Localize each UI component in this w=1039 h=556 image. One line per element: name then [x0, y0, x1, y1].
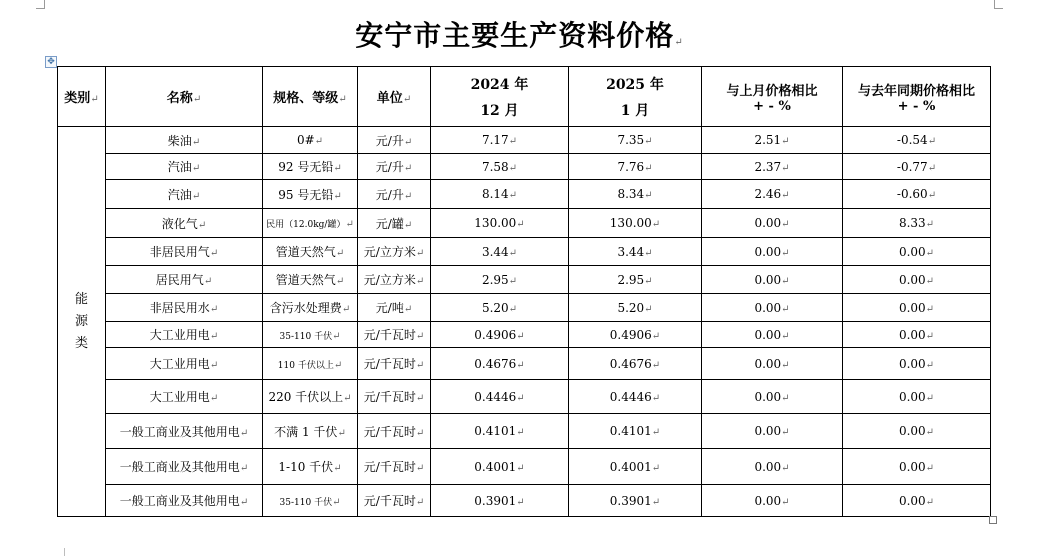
yoy-change: 0.00↵ [843, 485, 991, 517]
mom-change: 0.00↵ [702, 414, 843, 449]
unit-cell: 元/千瓦时↵ [358, 348, 431, 380]
yoy-change: 8.33↵ [843, 209, 991, 238]
prev-price: 0.4001↵ [431, 449, 569, 485]
table-row [58, 154, 991, 180]
name-cell: 非居民用气↵ [106, 238, 263, 266]
unit-cell: 元/千瓦时↵ [358, 414, 431, 449]
cur-price: 0.4906↵ [569, 322, 702, 348]
yoy-change: 0.00↵ [843, 294, 991, 322]
table-row [58, 266, 991, 294]
header-cur-period [569, 67, 702, 127]
unit-cell: 元/升↵ [358, 154, 431, 180]
table-row [58, 449, 991, 485]
name-cell: 一般工商业及其他用电↵ [106, 414, 263, 449]
prev-price: 7.17↵ [431, 127, 569, 154]
spec-cell: 220 千伏以上↵ [263, 380, 358, 414]
header-name: 名称↵ [106, 67, 263, 127]
cur-price: 130.00↵ [569, 209, 702, 238]
cur-price: 0.3901↵ [569, 485, 702, 517]
yoy-change: 0.00↵ [843, 322, 991, 348]
spec-cell: 92 号无铅↵ [263, 154, 358, 180]
mom-change: 0.00↵ [702, 485, 843, 517]
prev-price: 8.14↵ [431, 180, 569, 209]
name-cell: 汽油↵ [106, 154, 263, 180]
spec-cell: 含污水处理费↵ [263, 294, 358, 322]
page-corner-marker [36, 0, 45, 9]
spec-cell: 不满 1 千伏↵ [263, 414, 358, 449]
unit-cell: 元/升↵ [358, 127, 431, 154]
category-cell [58, 127, 106, 517]
unit-cell: 元/罐↵ [358, 209, 431, 238]
unit-cell: 元/千瓦时↵ [358, 485, 431, 517]
header-mom: 与上月价格相比 + - % [702, 67, 843, 127]
header-prev-period [431, 67, 569, 127]
prev-price: 7.58↵ [431, 154, 569, 180]
unit-cell: 元/千瓦时↵ [358, 449, 431, 485]
header-category: 类别↵ [58, 67, 106, 127]
category-char: 类 [74, 335, 88, 351]
spec-cell: 95 号无铅↵ [263, 180, 358, 209]
prev-price: 130.00↵ [431, 209, 569, 238]
cur-price: 8.34↵ [569, 180, 702, 209]
name-cell: 非居民用水↵ [106, 294, 263, 322]
name-cell: 液化气↵ [106, 209, 263, 238]
mom-change: 0.00↵ [702, 266, 843, 294]
table-row [58, 485, 991, 517]
spec-cell: 110 千伏以上↵ [263, 348, 358, 380]
mom-change: 0.00↵ [702, 348, 843, 380]
spec-cell: 35-110 千伏↵ [263, 322, 358, 348]
cur-price: 7.76↵ [569, 154, 702, 180]
yoy-change: -0.77↵ [843, 154, 991, 180]
table-row [58, 322, 991, 348]
header-unit: 单位↵ [358, 67, 431, 127]
paragraph-mark-icon: ↵ [674, 37, 684, 48]
header-cur-year: 2025 年 [606, 76, 664, 93]
page-corner-marker [56, 548, 65, 556]
yoy-change: 0.00↵ [843, 238, 991, 266]
price-table [57, 66, 991, 517]
yoy-change: 0.00↵ [843, 449, 991, 485]
unit-cell: 元/吨↵ [358, 294, 431, 322]
mom-change: 2.46↵ [702, 180, 843, 209]
title-text: 安宁市主要生产资料价格 [355, 19, 675, 52]
prev-price: 0.4676↵ [431, 348, 569, 380]
prev-price: 0.4446↵ [431, 380, 569, 414]
page-corner-marker [994, 0, 1003, 9]
table-row [58, 127, 991, 154]
table-resize-handle[interactable] [989, 516, 997, 524]
mom-change: 2.37↵ [702, 154, 843, 180]
header-cur-month: 1 月 [620, 102, 650, 119]
name-cell: 汽油↵ [106, 180, 263, 209]
mom-change: 0.00↵ [702, 294, 843, 322]
name-cell: 大工业用电↵ [106, 348, 263, 380]
header-spec: 规格、等级↵ [263, 67, 358, 127]
spec-cell: 1-10 千伏↵ [263, 449, 358, 485]
table-row [58, 294, 991, 322]
mom-change: 0.00↵ [702, 209, 843, 238]
cur-price: 0.4676↵ [569, 348, 702, 380]
header-yoy: 与去年同期价格相比 + - % [843, 67, 991, 127]
prev-price: 2.95↵ [431, 266, 569, 294]
prev-price: 3.44↵ [431, 238, 569, 266]
spec-cell: 民用（12.0kg/罐）↵ [263, 209, 358, 238]
name-cell: 大工业用电↵ [106, 322, 263, 348]
prev-price: 5.20↵ [431, 294, 569, 322]
table-row [58, 180, 991, 209]
mom-change: 2.51↵ [702, 127, 843, 154]
spec-cell: 管道天然气↵ [263, 238, 358, 266]
unit-cell: 元/立方米↵ [358, 238, 431, 266]
unit-cell: 元/千瓦时↵ [358, 380, 431, 414]
table-row [58, 209, 991, 238]
prev-price: 0.4101↵ [431, 414, 569, 449]
name-cell: 柴油↵ [106, 127, 263, 154]
cur-price: 7.35↵ [569, 127, 702, 154]
name-cell: 一般工商业及其他用电↵ [106, 485, 263, 517]
header-prev-month: 12 月 [480, 102, 519, 119]
yoy-change: 0.00↵ [843, 348, 991, 380]
unit-cell: 元/千瓦时↵ [358, 322, 431, 348]
name-cell: 居民用气↵ [106, 266, 263, 294]
yoy-change: 0.00↵ [843, 266, 991, 294]
table-row [58, 238, 991, 266]
mom-change: 0.00↵ [702, 322, 843, 348]
name-cell: 一般工商业及其他用电↵ [106, 449, 263, 485]
header-mom-pct: + - % [753, 98, 791, 114]
table-header-row [58, 67, 991, 127]
mom-change: 0.00↵ [702, 380, 843, 414]
mom-change: 0.00↵ [702, 449, 843, 485]
table-move-handle-icon[interactable]: ✥ [45, 56, 57, 68]
mom-change: 0.00↵ [702, 238, 843, 266]
yoy-change: 0.00↵ [843, 380, 991, 414]
table-row [58, 414, 991, 449]
spec-cell: 35-110 千伏↵ [263, 485, 358, 517]
cur-price: 3.44↵ [569, 238, 702, 266]
spec-cell: 0#↵ [263, 127, 358, 154]
unit-cell: 元/立方米↵ [358, 266, 431, 294]
header-yoy-pct: + - % [897, 98, 936, 114]
table-row [58, 348, 991, 380]
cur-price: 5.20↵ [569, 294, 702, 322]
yoy-change: -0.60↵ [843, 180, 991, 209]
prev-price: 0.4906↵ [431, 322, 569, 348]
document-title [0, 14, 1039, 54]
yoy-change: -0.54↵ [843, 127, 991, 154]
category-char: 源 [74, 313, 88, 329]
cur-price: 0.4446↵ [569, 380, 702, 414]
yoy-change: 0.00↵ [843, 414, 991, 449]
name-cell: 大工业用电↵ [106, 380, 263, 414]
table-row [58, 380, 991, 414]
header-prev-year: 2024 年 [470, 76, 529, 93]
cur-price: 2.95↵ [569, 266, 702, 294]
cur-price: 0.4001↵ [569, 449, 702, 485]
unit-cell: 元/升↵ [358, 180, 431, 209]
category-char: 能 [74, 291, 88, 307]
prev-price: 0.3901↵ [431, 485, 569, 517]
cur-price: 0.4101↵ [569, 414, 702, 449]
spec-cell: 管道天然气↵ [263, 266, 358, 294]
